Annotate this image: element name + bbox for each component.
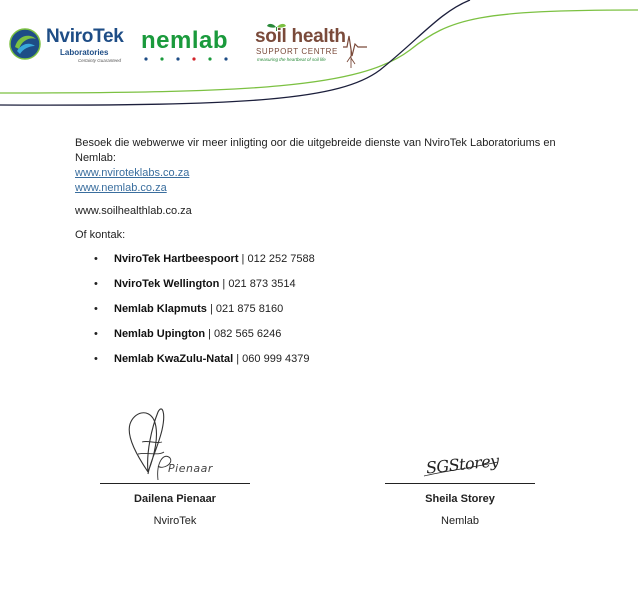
signatory-org-left: NviroTek: [153, 515, 197, 527]
contact-separator: |: [206, 303, 216, 315]
contact-phone: 060 999 4379: [242, 353, 310, 365]
soil-health-logo-tagline: measuring the heartbeat of soil life: [257, 57, 326, 62]
signature-handwriting-storey: SGStorey: [425, 450, 500, 478]
contact-separator: |: [219, 278, 229, 290]
soil-health-logo: [255, 22, 375, 72]
contact-phone: 082 565 6246: [214, 328, 282, 340]
nvirotek-logo-title: NviroTek: [46, 26, 124, 47]
contact-separator: |: [205, 328, 215, 340]
contact-name: Nemlab Upington: [114, 328, 206, 340]
intro-paragraph: Besoek die webwerwe vir meer inligting oor die uitgebreide dienste van NviroTek Laboratoriums en Nemlab:: [75, 137, 556, 164]
nvirotek-logo: [8, 24, 133, 66]
nemlab-logo-dots: [143, 56, 239, 62]
nvirotek-logo-icon: [8, 27, 42, 61]
bullet-icon: •: [94, 328, 98, 340]
contact-list: [75, 252, 575, 377]
contact-name: NviroTek Wellington: [114, 278, 220, 290]
contact-name: Nemlab Klapmuts: [114, 303, 207, 315]
contact-separator: |: [238, 253, 248, 265]
list-item: [75, 302, 575, 327]
nviroteklabs-link[interactable]: www.nviroteklabs.co.za: [75, 167, 190, 179]
soilhealthlab-site-text: www.soilhealthlab.co.za: [75, 205, 192, 217]
page-header: [0, 0, 638, 115]
contact-name: NviroTek Hartbeespoort: [114, 253, 239, 265]
contact-separator: |: [233, 353, 243, 365]
contact-phone: 021 875 8160: [215, 303, 284, 315]
signatory-name-right: Sheila Storey: [425, 493, 495, 505]
bullet-icon: •: [94, 278, 98, 290]
bullet-icon: •: [94, 353, 98, 365]
bullet-icon: •: [94, 303, 98, 315]
signature-line-right: [385, 483, 535, 484]
list-item: [75, 252, 575, 277]
contact-name: Nemlab KwaZulu-Natal: [114, 353, 234, 365]
signatory-name-left: Dailena Pienaar: [134, 493, 216, 505]
nvirotek-logo-tagline: Certainty Guaranteed: [78, 58, 122, 63]
contact-phone: 021 873 3514: [228, 278, 296, 290]
list-item: [75, 327, 575, 352]
nvirotek-logo-subtitle: Laboratories: [60, 48, 109, 57]
nemlab-link[interactable]: www.nemlab.co.za: [75, 182, 167, 194]
body-content: [75, 136, 575, 377]
signature-line-left: [100, 483, 250, 484]
soil-health-logo-title: soil health: [255, 26, 346, 47]
nemlab-logo-word: nemlab: [141, 27, 229, 54]
list-item: [75, 277, 575, 302]
nemlab-logo: [141, 27, 241, 63]
soil-health-logo-subtitle: SUPPORT CENTRE: [256, 47, 338, 56]
signatory-org-right: Nemlab: [441, 515, 479, 527]
signature-sheila-storey: [420, 446, 510, 482]
signature-dailena-pienaar: [118, 402, 238, 482]
list-item: [75, 352, 575, 377]
contact-label: Of kontak:: [75, 229, 126, 241]
contact-phone: 012 252 7588: [247, 253, 315, 265]
signature-handwriting-pienaar: Pienaar: [168, 462, 213, 475]
bullet-icon: •: [94, 253, 98, 265]
